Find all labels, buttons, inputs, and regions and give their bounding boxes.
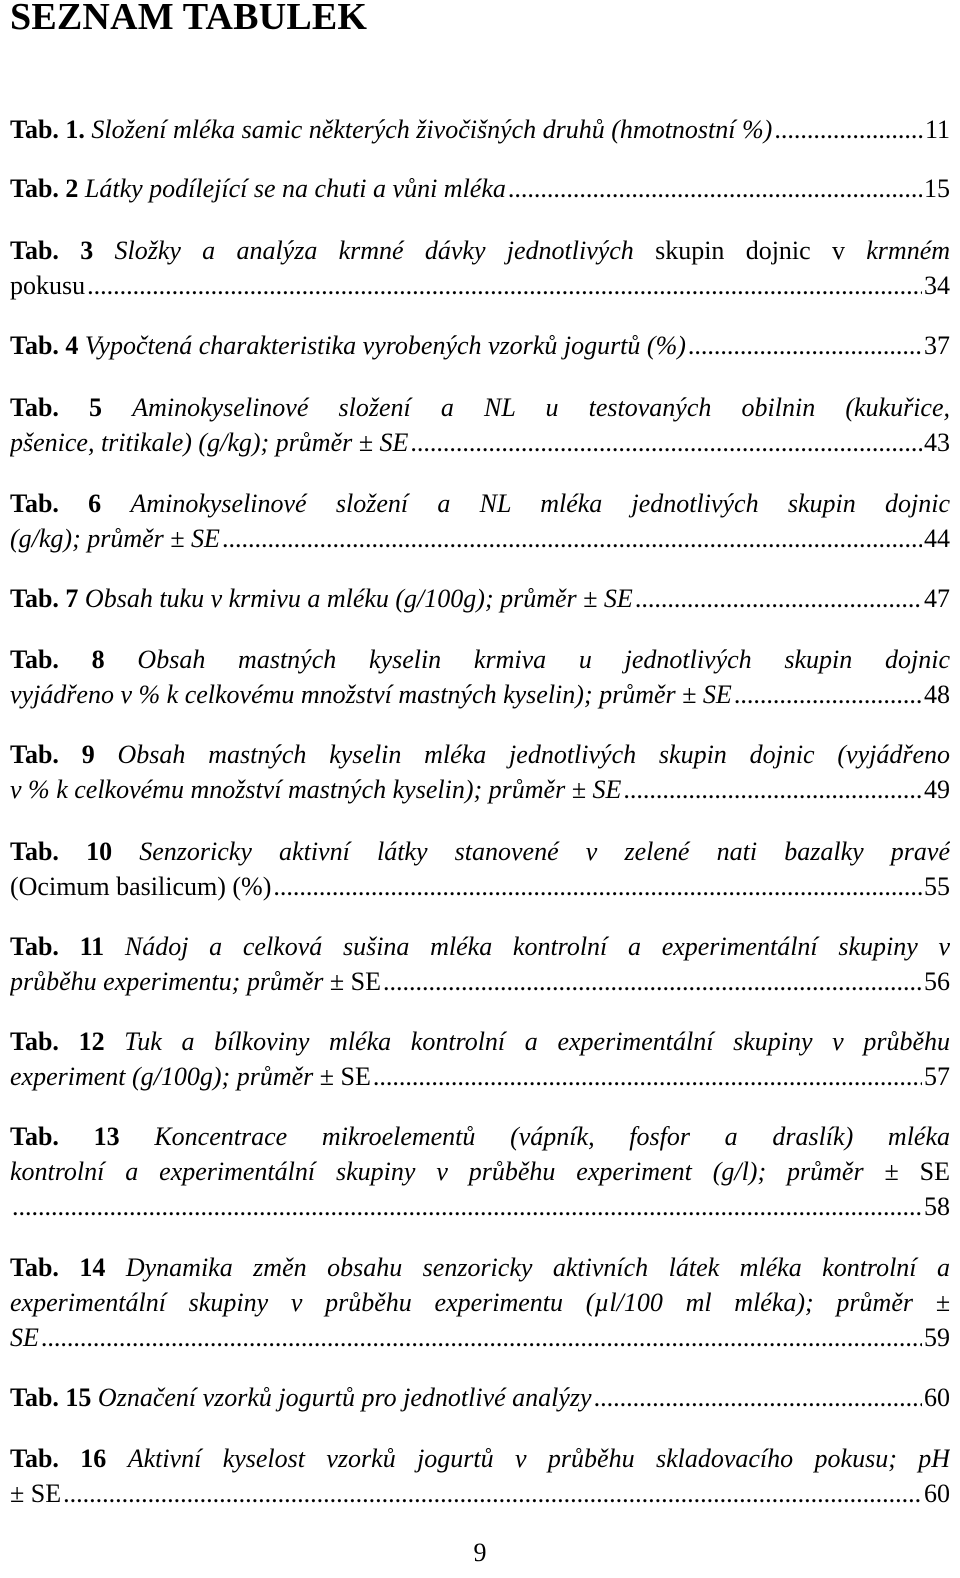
toc-entry-page-number: 44 [924,524,950,553]
toc-entry-line [10,834,950,869]
toc-entry-line [10,1476,950,1511]
toc-entry-label: Tab. 16 [10,1444,107,1473]
toc-entry-title: experimentální skupiny v průběhu experimentu (µl/100 ml mléka); průměr ± [10,1288,950,1317]
toc-entry-title: ± SE [10,1479,62,1508]
toc-entry-title: (Ocimum basilicum) (%) [10,872,272,901]
toc-entry-page-number: 48 [924,680,950,709]
toc-entry-line [10,1154,950,1189]
toc-entry-page-number: 15 [924,174,950,203]
dot-leader [383,964,922,999]
toc-entry-label: Tab. 6 [10,489,102,518]
toc-entry-page-number: 58 [924,1192,950,1221]
toc-entry-title: SE [10,1323,39,1352]
toc-entry-title: Aktivní kyselost vzorků jogurtů v průběhu skladovacího pokusu; pH [127,1444,950,1473]
toc-entry-title: Tuk a bílkoviny mléka kontrolní a experimentální skupiny v průběhu [124,1027,950,1056]
toc-entry[interactable] [10,1380,950,1415]
toc-entry-title: experiment (g/100g); průměr ± SE [10,1062,371,1091]
dot-leader [688,328,922,363]
dot-leader [41,1320,922,1355]
toc-entry-line [10,1189,950,1224]
toc-entry-title: Složky a analýza krmné dávky jednotlivých skupin dojnic v krmném [114,236,950,265]
toc-entry-label: Tab. 14 [10,1253,106,1282]
toc-entry[interactable] [10,233,950,303]
toc-entry-label: Tab. 2 [10,174,79,203]
toc-entry-title: průběhu experimentu; průměr ± SE [10,967,381,996]
toc-entry-title: Složení mléka samic některých živočišných druhů (hmotnostní %) [91,115,773,144]
toc-entry-title: vyjádřeno v % k celkovému množství mastných kyselin); průměr ± SE [10,680,732,709]
toc-entry-page-number: 60 [924,1479,950,1508]
toc-entry-label: Tab. 15 [10,1383,92,1412]
toc-entry[interactable] [10,390,950,460]
toc-entry-title: Nádoj a celková sušina mléka kontrolní a experimentální skupiny v [124,932,950,961]
toc-entry-title: Obsah tuku v krmivu a mléku (g/100g); průměr ± SE [84,584,633,613]
toc-entry-line [10,268,950,303]
dot-leader [373,1059,922,1094]
toc-entry[interactable] [10,737,950,807]
dot-leader [774,112,923,147]
toc-entry-page-number: 49 [924,775,950,804]
toc-entry-label: Tab. 1. [10,115,85,144]
toc-entry-page-number: 34 [924,271,950,300]
page-heading: SEZNAM TABULEK [10,0,368,38]
toc-entry-line [10,233,950,268]
toc-entry-title: kontrolní a experimentální skupiny v průběhu experiment (g/l); průměr ± SE [10,1157,950,1186]
toc-entry-line [10,1320,950,1355]
toc-entry[interactable] [10,1250,950,1355]
toc-entry-page-number: 60 [924,1383,950,1412]
page-number: 9 [473,1538,487,1567]
toc-entry[interactable] [10,642,950,712]
toc-entry-line [10,486,950,521]
toc-entry-line [10,1250,950,1285]
toc-entry[interactable] [10,1119,950,1224]
dot-leader [12,1189,922,1224]
toc-entry-page-number: 57 [924,1062,950,1091]
toc-entry-line [10,1441,950,1476]
toc-entry-label: Tab. 7 [10,584,79,613]
toc-entry-page-number: 47 [924,584,950,613]
toc-entry-title: v % k celkovému množství mastných kyselin); průměr ± SE [10,775,622,804]
toc-entry[interactable] [10,171,950,206]
toc-entry-title: pšenice, tritikale) (g/kg); průměr ± SE [10,428,409,457]
dot-leader [635,581,922,616]
toc-entry-label: Tab. 4 [10,331,79,360]
dot-leader [410,425,922,460]
toc-entry-line [10,642,950,677]
toc-entry-line [10,737,950,772]
toc-entry-line [10,1059,950,1094]
toc-entry-line [10,964,950,999]
toc-entry-line [10,1024,950,1059]
toc-entry-page-number: 59 [924,1323,950,1352]
toc-entry-title: Vypočtená charakteristika vyrobených vzorků jogurtů (%) [84,331,686,360]
dot-leader [87,268,922,303]
toc-entry[interactable] [10,929,950,999]
dot-leader [273,869,922,904]
toc-entry-line [10,1285,950,1320]
toc-entry-title: Označení vzorků jogurtů pro jednotlivé analýzy [97,1383,592,1412]
toc-entry-label: Tab. 12 [10,1027,105,1056]
toc-entry[interactable] [10,486,950,556]
toc-entry-page-number: 11 [924,115,950,144]
toc-entry-label: Tab. 5 [10,393,103,422]
toc-entry[interactable] [10,581,950,616]
dot-leader [734,677,922,712]
toc-entry[interactable] [10,1441,950,1511]
toc-entry-title: Koncentrace mikroelementů (vápník, fosfor a draslík) mléka [154,1122,950,1151]
dot-leader [623,772,922,807]
toc-entry-title: Dynamika změn obsahu senzoricky aktivních látek mléka kontrolní a [125,1253,950,1282]
toc-entry-label: Tab. 10 [10,837,113,866]
toc-entry-page-number: 56 [924,967,950,996]
toc-entry[interactable] [10,112,950,147]
toc-entry-line [10,677,950,712]
toc-entry-line [10,521,950,556]
toc-entry-title: Senzoricky aktivní látky stanovené v zelené nati bazalky pravé [139,837,950,866]
toc-entry-title: Obsah mastných kyselin krmiva u jednotlivých skupin dojnic [137,645,950,674]
toc-entry-line [10,1119,950,1154]
toc-entry-page-number: 37 [924,331,950,360]
toc-entry-line [10,869,950,904]
toc-entry[interactable] [10,834,950,904]
toc-entry-title: Obsah mastných kyselin mléka jednotlivých skupin dojnic (vyjádřeno [117,740,950,769]
toc-entry-page-number: 55 [924,872,950,901]
toc-entry[interactable] [10,1024,950,1094]
dot-leader [508,171,922,206]
toc-entry-label: Tab. 3 [10,236,94,265]
dot-leader [63,1476,922,1511]
toc-entry-title: (g/kg); průměr ± SE [10,524,220,553]
toc-entry-line [10,425,950,460]
toc-entry-line [10,929,950,964]
toc-entry[interactable] [10,328,950,363]
toc-entry-label: Tab. 13 [10,1122,120,1151]
toc-entry-label: Tab. 8 [10,645,105,674]
toc-entry-label: Tab. 11 [10,932,105,961]
toc-entry-title: Látky podílející se na chuti a vůni mléka [84,174,506,203]
toc-entry-title: pokusu [10,271,86,300]
toc-entry-title: Aminokyselinové složení a NL u testovaných obilnin (kukuřice, [132,393,950,422]
toc-entry-page-number: 43 [924,428,950,457]
toc-entry-title: Aminokyselinové složení a NL mléka jednotlivých skupin dojnic [130,489,950,518]
toc-entry-label: Tab. 9 [10,740,95,769]
toc-entry-line [10,390,950,425]
dot-leader [222,521,922,556]
dot-leader [594,1380,922,1415]
toc-entry-line [10,772,950,807]
